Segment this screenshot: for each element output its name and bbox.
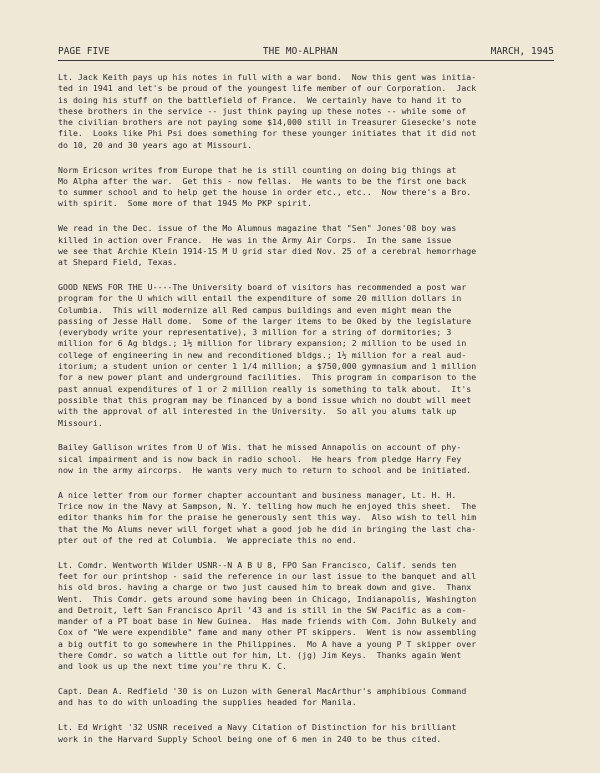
text-line: Cox of "We were expendible" fame and many other PT skippers. Went is now assembling [58, 627, 477, 638]
text-line: Lt. Ed Wright '32 USNR received a Navy Citation of Distinction for his brilliant [58, 722, 457, 733]
text-line: GOOD NEWS FOR THE U----The University board of visitors has recommended a post war [58, 281, 467, 292]
text-line: do 10, 20 and 30 years ago at Missouri. [58, 139, 253, 150]
text-line: (everybody write your representative), 3 million for a string of dormitories; 3 [58, 327, 452, 338]
text-line: mander of a PT boat base in New Guinea. Has made friends with Com. John Bulkely and [58, 616, 477, 627]
newsletter-body [58, 72, 558, 758]
news-item [58, 722, 558, 745]
text-line: Capt. Dean A. Redfield '30 is on Luzon with General MacArthur's amphibious Command [58, 686, 467, 697]
news-item [58, 72, 558, 151]
text-line: we see that Archie Klein 1914-15 M U grid star died Nov. 25 of a cerebral hemorrhage [58, 245, 477, 256]
news-item [58, 560, 558, 673]
text-line: a big outfit to go somewhere in the Philippines. Mo A have a young P T skipper over [58, 638, 477, 649]
text-line: A nice letter from our former chapter accountant and business manager, Lt. H. H. [58, 489, 457, 500]
text-line: Norm Ericson writes from Europe that he is still counting on doing big things at [58, 164, 457, 175]
text-line: program for the U which will entail the expenditure of some 20 million dollars in [58, 293, 462, 304]
page-number: PAGE FIVE [58, 46, 110, 57]
text-line: there Comdr. so watch a little out for him, Lt. (jg) Jim Keys. Thanks again Went [58, 650, 462, 661]
text-line: to summer school and to help get the house in order etc., etc.. Now there's a Bro. [58, 187, 472, 198]
text-line: Went. This Comdr. gets around some having been in Chicago, Indianapolis, Washington [58, 593, 477, 604]
news-item [58, 223, 558, 268]
text-line: killed in action over France. He was in the Army Air Corps. In the same issue [58, 234, 452, 245]
header-rule [58, 60, 554, 61]
text-line: itorium; a student union or center 1 1/4 million; a $750,000 gymnasium and 1 million [58, 361, 477, 372]
text-line: Columbia. This will modernize all Red campus buildings and even might mean the [58, 304, 452, 315]
page-header [58, 46, 554, 57]
text-line: Bailey Gallison writes from U of Wis. that he missed Annapolis on account of phy- [58, 442, 462, 453]
text-line: ted in 1941 and let's be proud of the youngest life member of our Corporation. Jack [58, 83, 477, 94]
text-line: million for 6 Ag bldgs.; 1½ million for library expansion; 2 million to be used in [58, 338, 467, 349]
news-item [58, 442, 558, 476]
text-line: Trice now in the Navy at Sampson, N. Y. telling how much he enjoyed this sheet. The [58, 501, 477, 511]
text-line: for a new power plant and underground facilities. This program in comparison to the [58, 372, 477, 383]
text-line: pter out of the red at Columbia. We appreciate this no end. [58, 534, 357, 545]
text-line: We read in the Dec. issue of the Mo Alumnus magazine that "Sen" Jones'08 boy was [58, 223, 457, 234]
news-item [58, 490, 558, 546]
text-line: and Detroit, left San Francisco April '43 and is still in the SW Pacific as a com- [58, 604, 467, 615]
text-line: file. Looks like Phi Psi does something for these younger initiates that it did not [58, 128, 477, 139]
text-line: his old bros. having a charge or two just caused him to break down and give. Thanx [58, 582, 472, 593]
text-line: the civilian brothers are not paying some $14,000 still in Treasurer Giesecke's note [58, 117, 477, 128]
publication-title: THE MO-ALPHAN [262, 46, 338, 57]
text-line: and has to do with unloading the supplies headed for Manila. [58, 697, 357, 708]
news-item [58, 165, 558, 210]
issue-date: MARCH, 1945 [490, 46, 554, 57]
text-line: with spirit. Some more of that 1945 Mo PKP spirit. [58, 198, 312, 209]
text-line: Lt. Jack Keith pays up his notes in full with a war bond. Now this gent was initia- [58, 72, 477, 82]
text-line: that the Mo Alums never will forget what a good job he did in bringing the last cha- [58, 523, 477, 534]
text-line: and look us up the next time you're thru K. C. [58, 661, 288, 672]
text-line: possible that this program may be financed by a bond issue which no doubt will meet [58, 394, 472, 405]
text-line: at Shepard Field, Texas. [58, 257, 178, 268]
text-line: now in the army aircorps. He wants very much to return to school and be initiated. [58, 464, 472, 475]
text-line: Mo Alpha after the war. Get this - now fellas. He wants to be the first one back [58, 175, 467, 186]
text-line: is doing his stuff on the battlefield of France. We certainly have to hand it to [58, 94, 462, 105]
news-item [58, 282, 558, 429]
text-line: with the approval of all interested in the University. So all you alums talk up [58, 406, 457, 417]
text-line: editor thanks him for the praise he generously sent this way. Also wish to tell him [58, 512, 477, 523]
text-line: passing of Jesse Hall dome. Some of the larger items to be Oked by the legislature [58, 315, 472, 326]
text-line: Missouri. [58, 417, 103, 428]
text-line: work in the Harvard Supply School being one of 6 men in 240 to be thus cited. [58, 733, 442, 744]
text-line: feet for our printshop - said the reference in our last issue to the banquet and all [58, 570, 477, 581]
news-item [58, 686, 558, 709]
text-line: sical impairment and is now back in radio school. He hears from pledge Harry Fey [58, 453, 462, 464]
text-line: Lt. Comdr. Wentworth Wilder USNR--N A B U 8, FPO San Francisco, Calif. sends ten [58, 559, 457, 570]
text-line: these brothers in the service -- just think paying up these notes -- while some of [58, 105, 467, 116]
text-line: college of engineering in new and reconditioned bldgs.; 1½ million for a real aud- [58, 349, 467, 360]
text-line: past annual expenditures of 1 or 2 million really is something to talk about. It's [58, 383, 472, 394]
